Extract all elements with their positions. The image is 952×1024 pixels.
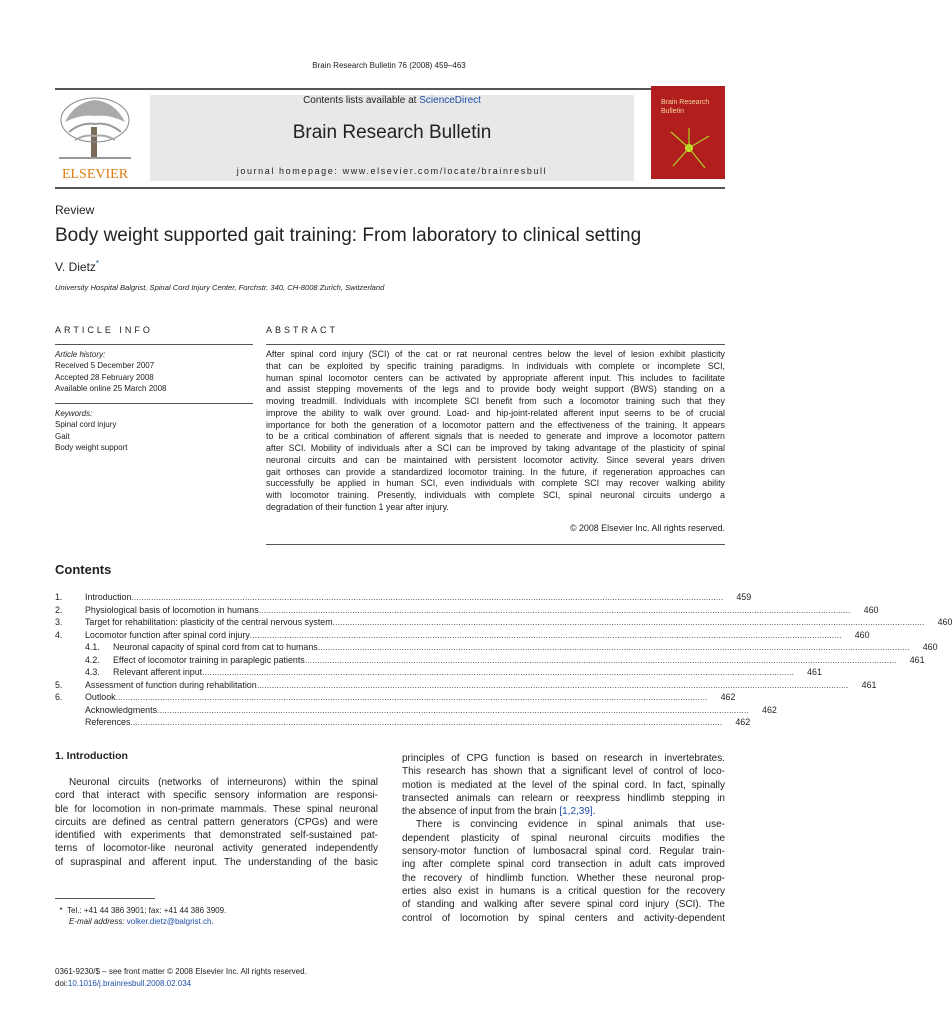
issn-line: 0361-9230/$ – see front matter © 2008 Elsevier Inc. All rights reserved. (55, 967, 307, 976)
toc-num: 4.2. (85, 654, 100, 665)
contents-prefix: Contents lists available at (303, 95, 420, 106)
abstract-text (266, 349, 725, 514)
history-label: Article history: (55, 350, 106, 359)
toc-num: 4. (55, 629, 63, 640)
abstract-line: human spinal locomotor centers can be activated by appropriate afferent input. This includes to facilitate (266, 372, 725, 383)
corresponding-mark[interactable]: * (95, 259, 100, 268)
toc-leader: ................................................................................................................................................................................................................................................ (249, 629, 842, 640)
toc-leader: ................................................................................................................................................................................................................................................ (131, 592, 724, 602)
author-name (55, 259, 99, 274)
body-line: the recovery of hindlimb function. Whether these neuronal prop- (402, 872, 725, 884)
toc-title: Target for rehabilitation: plasticity of the central nervous system (85, 617, 333, 627)
toc-leader: ................................................................................................................................................................................................................................................ (115, 692, 708, 702)
toc-title: Relevant afferent input (113, 667, 203, 677)
toc-item[interactable] (55, 604, 879, 617)
elsevier-logo (55, 92, 135, 182)
right-column (402, 752, 725, 925)
toc-num: 4.1. (85, 642, 100, 652)
sciencedirect-link[interactable]: ScienceDirect (419, 95, 481, 106)
toc-title: Locomotor function after spinal cord injury (85, 629, 250, 640)
toc-title: Assessment of function during rehabilitation (85, 679, 257, 690)
toc-title: Neuronal capacity of spinal cord from cat to humans (113, 642, 318, 652)
homepage-link[interactable]: www.elsevier.com/locate/brainresbull (342, 166, 548, 176)
affiliation: University Hospital Balgrist, Spinal Cord Injury Center, Forchstr. 340, CH-8008 Zurich, Switzerland (55, 283, 385, 292)
body-line: cord that interact with specific sensory information are responsi- (55, 790, 378, 802)
keyword: Spinal cord injury (55, 420, 117, 430)
body-line (402, 805, 725, 818)
body-line: of supraspinal and afferent input. The understanding of the basic (55, 856, 378, 868)
toc-title: References (85, 717, 131, 727)
neuron-image-icon (665, 126, 713, 172)
body-line: Neuronal circuits (networks of interneurons) within the spinal (69, 777, 378, 788)
toc-leader: ................................................................................................................................................................................................................................................ (317, 642, 910, 652)
toc-item[interactable] (55, 641, 938, 654)
info-rule-2 (55, 403, 253, 404)
toc-num: 2. (55, 604, 63, 615)
footnote-email (55, 916, 226, 927)
toc-num: 5. (55, 679, 63, 690)
toc-item[interactable] (55, 666, 822, 679)
abstract-line: with locomotor training. Presently, individuals with complete SCI, spinal neuronal circuits undergo a (266, 490, 725, 500)
toc-title: Physiological basis of locomotion in humans (85, 604, 259, 615)
left-column (55, 776, 378, 869)
contact-info: Tel.: +41 44 386 3901; fax: +41 44 386 3909. (67, 906, 227, 915)
email-link[interactable]: volker.dietz@balgrist.ch (126, 917, 212, 926)
toc-leader: ................................................................................................................................................................................................................................................ (130, 717, 723, 727)
body-line: principles of CPG function is based on research in invertebrates. (402, 753, 725, 764)
abstract-line: to be a critical combination of afferent signals that is needed to generate and improve a locomotor pattern (266, 431, 725, 442)
body-line: control of locomotion by spinal centers and activity-dependent (402, 912, 725, 924)
toc-page: 460 (937, 617, 952, 627)
body-line: motion is mediated at the level of the spinal cord. In fact, spinally (402, 779, 725, 791)
publisher-name: ELSEVIER (61, 167, 129, 182)
toc-item[interactable] (55, 629, 870, 642)
abstract-header: ABSTRACT (266, 325, 339, 335)
toc-page: 462 (735, 717, 751, 727)
toc-item[interactable] (55, 616, 952, 629)
article-info-header: ARTICLE INFO (55, 325, 153, 335)
toc-leader: ................................................................................................................................................................................................................................................ (256, 679, 849, 690)
footnote-contact (55, 905, 226, 916)
journal-cover (651, 86, 725, 179)
toc-num (55, 704, 85, 717)
body-line: ble for locomotion in non-primate mammals. These spinal neuronal (55, 803, 378, 815)
reference-link[interactable]: [1,2,39] (559, 806, 593, 818)
toc-page: 460 (922, 642, 938, 652)
body-line: of standing and walking after severe spinal cord injury (SCI). The (402, 899, 725, 911)
footnote (55, 905, 226, 927)
body-line-text: the absence of input from the brain (402, 806, 560, 818)
abstract-line: importance for both the generation of a locomotor pattern and the effectiveness of the training. It appears (266, 419, 725, 430)
toc-item[interactable] (55, 679, 877, 692)
toc-page: 460 (854, 629, 870, 640)
body-line: identified with experiments that demonstrated self-sustained pat- (55, 830, 378, 842)
doi-link[interactable]: 10.1016/j.brainresbull.2008.02.034 (67, 978, 192, 988)
reference-suffix: . (592, 806, 596, 818)
toc-num: 1. (55, 592, 63, 602)
toc-leader: ................................................................................................................................................................................................................................................ (332, 617, 925, 627)
toc-page: 461 (909, 654, 925, 665)
toc-page: 461 (807, 667, 822, 677)
body-line: terns of locomotor-like neuronal activity generated independently (55, 843, 378, 855)
toc-item[interactable] (55, 591, 752, 604)
toc-title: Introduction (85, 592, 132, 602)
toc-leader: ................................................................................................................................................................................................................................................ (258, 604, 851, 615)
toc-leader: ................................................................................................................................................................................................................................................ (157, 704, 749, 715)
toc-leader: ................................................................................................................................................................................................................................................ (202, 667, 794, 677)
body-line: erties also exist in humans is a critical question for the recovery (402, 885, 725, 897)
abstract-line: neuronal circuits and can be maintained with persistent locomotor activity. Since several years driven (266, 454, 725, 465)
abstract-line: After spinal cord injury (SCI) of the cat or rat neuronal centres below the level of lesion exhibit plasticity (266, 349, 725, 359)
contents-title: Contents (55, 562, 112, 577)
toc-item[interactable] (55, 716, 751, 729)
keywords (55, 408, 128, 453)
footnote-rule (55, 898, 155, 899)
journal-name: Brain Research Bulletin (292, 122, 492, 143)
history-accepted: Accepted 28 February 2008 (55, 372, 154, 382)
toc-page: 460 (863, 604, 879, 615)
body-line: sensory-motor function of lumbosacral spinal cord. Regular train- (402, 846, 725, 858)
body-line: dependent plasticity of spinal neuronal circuits modifies the (402, 832, 725, 844)
body-line: There is convincing evidence in spinal animals that use- (416, 819, 725, 831)
toc-leader: ................................................................................................................................................................................................................................................ (304, 654, 897, 665)
info-rule (55, 344, 253, 345)
header-rule-bottom (55, 187, 725, 189)
abstract-line: successfully be applied in human SCI, even individuals with complete SCI may recover walking ability (266, 478, 725, 489)
toc-item[interactable] (55, 704, 777, 717)
article-title: Body weight supported gait training: From laboratory to clinical setting (55, 225, 642, 246)
front-matter (55, 966, 307, 989)
toc-num: 4.3. (85, 667, 100, 677)
section-heading: 1. Introduction (55, 750, 128, 762)
keywords-label: Keywords: (55, 409, 93, 418)
toc-page: 461 (861, 679, 877, 690)
abstract-rule-bottom (266, 544, 725, 545)
abstract-line: gait orthoses can provide a standardized locomotor training. In the future, if regeneration approaches can (266, 466, 725, 477)
history-received: Received 5 December 2007 (55, 361, 155, 371)
toc-title: Effect of locomotor training in paraplegic patients (113, 654, 305, 665)
body-line: ing after complete spinal cord transection in adult cats improved (402, 859, 725, 871)
toc-item[interactable] (55, 654, 925, 667)
toc-title: Acknowledgments (85, 704, 158, 715)
toc-item[interactable] (55, 691, 736, 704)
history-online: Available online 25 March 2008 (55, 383, 167, 393)
copyright: © 2008 Elsevier Inc. All rights reserved. (569, 523, 725, 533)
doi-line (55, 978, 307, 990)
table-of-contents (55, 591, 952, 729)
keyword: Body weight support (55, 442, 128, 452)
abstract-line: moving treadmill. Individuals with incomplete SCI benefit from such a locomotor training such that they (266, 396, 725, 406)
cover-title: Brain Research Bulletin (661, 99, 710, 115)
journal-citation: Brain Research Bulletin 76 (2008) 459–463 (312, 61, 466, 70)
abstract-line: and assist stepping movements of the legs and to provide body weight support (BWS) standing on a (266, 384, 725, 395)
body-line: transected animals can relearn or reexpress hindlimb stepping in (402, 792, 725, 804)
email-label: E-mail address: (69, 917, 127, 926)
toc-num (55, 716, 85, 729)
contents-available (150, 95, 634, 106)
header-rule-top (55, 88, 725, 90)
abstract-line: that can be exploited by specific training paradigms. In individuals with complete or incomplete SCI, (266, 360, 725, 371)
email-suffix: . (211, 917, 214, 926)
toc-page: 462 (762, 704, 777, 715)
abstract-line: degradation of their function 1 year after injury. (266, 501, 449, 512)
footnote-mark: * (59, 906, 63, 915)
toc-title: Outlook (85, 692, 116, 702)
abstract-line: improve the ability to walk over ground. Load- and hip-joint-related afferent input seems to be of crucial (266, 407, 725, 418)
article-history (55, 349, 166, 394)
journal-homepage (150, 166, 634, 176)
toc-page: 462 (720, 692, 736, 702)
doi-label: doi: (55, 978, 68, 988)
toc-page: 459 (736, 592, 752, 602)
author: V. Dietz (55, 260, 96, 274)
article-section: Review (55, 203, 95, 217)
body-line: circuits are defined as central pattern generators (CPGs) and were (55, 816, 378, 828)
toc-num: 6. (55, 692, 63, 702)
keyword: Gait (55, 431, 70, 441)
body-line: This research has shown that a significant level of control of loco- (402, 766, 725, 778)
elsevier-tree-icon (55, 92, 135, 182)
homepage-prefix: journal homepage: (236, 166, 343, 176)
abstract-line: after SCI. Mobility of individuals after a SCI can be improved by taking advantage of the plasticity of spinal (266, 443, 725, 453)
abstract-rule (266, 344, 725, 345)
toc-num: 3. (55, 617, 63, 627)
